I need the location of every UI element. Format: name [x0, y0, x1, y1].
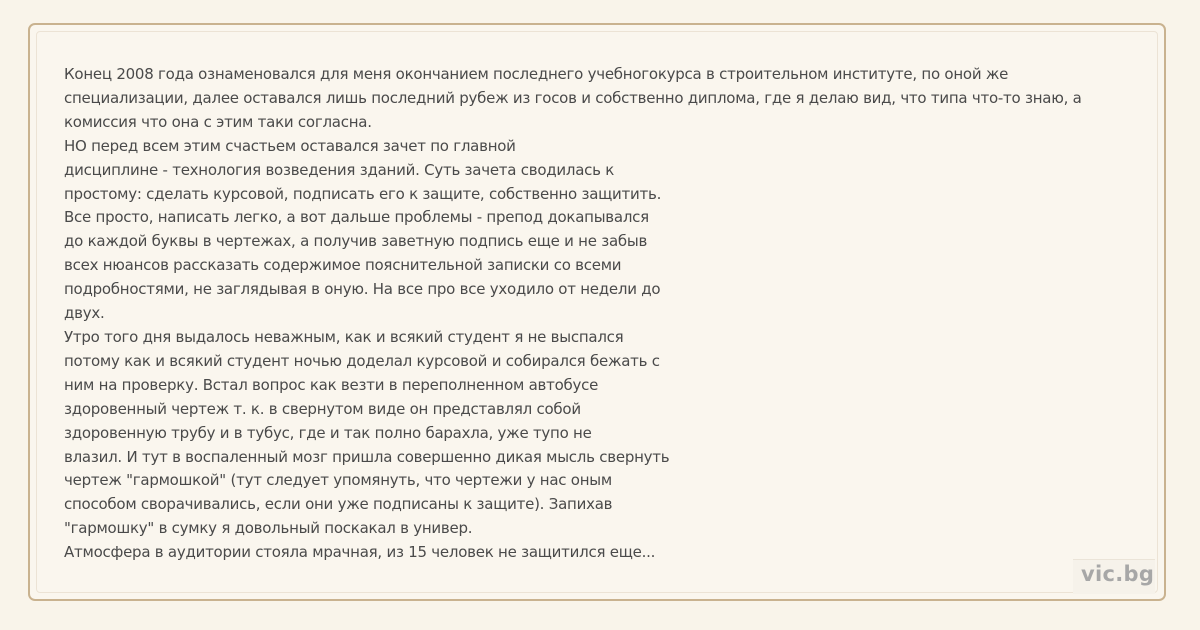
story-line: всех нюансов рассказать содержимое пояснительной записки со всеми [64, 256, 622, 275]
story-line: Все просто, написать легко, а вот дальше проблемы - препод докапывался [64, 208, 649, 227]
story-line: чертеж "гармошкой" (тут следует упомянуть, что чертежи у нас оным [64, 471, 612, 490]
story-line: потому как и всякий студент ночью доделал курсовой и собирался бежать с [64, 351, 660, 370]
story-line: до каждой буквы в чертежах, а получив заветную подпись еще и не забыв [64, 232, 648, 251]
story-line: Атмосфера в аудитории стояла мрачная, из 15 человек не защитился еще... [64, 543, 656, 562]
story-line: подробностями, не заглядывая в оную. На все про все уходило от недели до [64, 280, 661, 299]
story-line: НО перед всем этим счастьем оставался зачет по главной [64, 136, 516, 155]
site-watermark: vic.bg [1081, 562, 1155, 586]
story-line: "гармошку" в сумку я довольный поскакал в универ. [64, 519, 473, 538]
story-line: дисциплине - технология возведения зданий. Суть зачета сводилась к [64, 160, 615, 179]
story-line: влазил. И тут в воспаленный мозг пришла совершенно дикая мысль свернуть [64, 447, 670, 466]
story-line: здоровенный чертеж т. к. в свернутом виде он представлял собой [64, 399, 581, 418]
story-line: специализации, далее оставался лишь последний рубеж из госов и собственно диплома, где я делаю вид, что типа что-то знаю, а [64, 88, 1082, 107]
story-line: двух. [64, 304, 105, 323]
story-text [64, 63, 1144, 565]
story-line: комиссия что она с этим таки согласна. [64, 112, 372, 131]
story-line: ним на проверку. Встал вопрос как везти в переполненном автобусе [64, 375, 599, 394]
story-line: здоровенную трубу и в тубус, где и так полно барахла, уже тупо не [64, 423, 592, 442]
story-line: Утро того дня выдалось неважным, как и всякий студент я не выспался [64, 327, 624, 346]
story-line: простому: сделать курсовой, подписать его к защите, собственно защитить. [64, 184, 662, 203]
story-line: Конец 2008 года ознаменовался для меня окончанием последнего учебногокурса в строительном институте, по оной же [64, 65, 1009, 83]
story-line: способом сворачивались, если они уже подписаны к защите). Запихав [64, 495, 613, 514]
